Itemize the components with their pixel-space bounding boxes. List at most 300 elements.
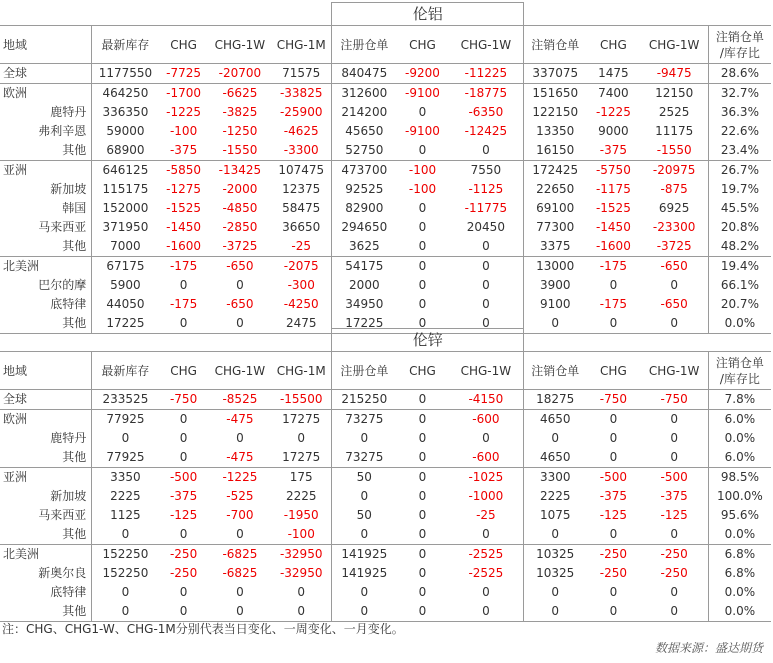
value-cell: -1250 xyxy=(222,124,258,138)
value-cell: -250 xyxy=(169,566,198,580)
value-cell: 0 xyxy=(418,431,427,445)
table-row xyxy=(0,257,771,277)
value-cell: 16150 xyxy=(524,141,587,161)
region-cell: 新奥尔良 xyxy=(38,566,87,580)
value-cell: -3825 xyxy=(222,105,258,119)
value-cell: -600 xyxy=(472,412,500,426)
value-cell: 172425 xyxy=(524,161,587,181)
value-cell: 2000 xyxy=(332,276,397,295)
value-cell: 3625 xyxy=(332,237,397,257)
value-cell: -100 xyxy=(271,525,332,545)
table-row xyxy=(0,295,771,314)
table-row xyxy=(0,410,771,430)
value-cell: 115175 xyxy=(92,180,159,199)
value-cell: 17225 xyxy=(332,314,397,334)
value-cell: -100 xyxy=(408,182,437,196)
table-row xyxy=(0,103,771,122)
table-row xyxy=(0,161,771,181)
value-cell: 0 xyxy=(482,297,490,311)
value-cell: -1525 xyxy=(166,201,202,215)
value-cell: -125 xyxy=(660,508,688,522)
region-cell: 其他 xyxy=(0,602,92,622)
value-cell: 0 xyxy=(209,314,272,334)
value-cell: 0 xyxy=(641,602,709,622)
value-cell: 0 xyxy=(418,508,427,522)
value-cell: 95.6% xyxy=(708,506,771,525)
value-cell: -1000 xyxy=(468,489,504,503)
value-cell: 0 xyxy=(159,314,209,334)
value-cell: 0 xyxy=(418,105,427,119)
value-cell: 0.0% xyxy=(708,314,771,334)
value-cell: -1225 xyxy=(166,105,202,119)
column-header: CHG-1W xyxy=(641,26,709,64)
value-cell: 0 xyxy=(482,278,490,292)
value-cell: -250 xyxy=(169,547,198,561)
value-cell: 13350 xyxy=(524,122,587,141)
title-spacer xyxy=(524,329,771,352)
value-cell: 20.8% xyxy=(708,218,771,237)
column-header: CHG xyxy=(159,352,209,390)
value-cell: 0 xyxy=(332,429,397,448)
region-cell: 亚洲 xyxy=(3,163,28,177)
value-cell: -6825 xyxy=(222,547,258,561)
value-cell: -750 xyxy=(641,390,709,410)
value-cell: 337075 xyxy=(524,64,587,84)
table-row xyxy=(0,564,771,583)
data-source: 数据来源：盛达期货 xyxy=(654,641,763,655)
region-cell: 韩国 xyxy=(62,201,87,215)
value-cell: 10325 xyxy=(524,564,587,583)
value-cell: 0 xyxy=(236,278,244,292)
table-row xyxy=(0,390,771,410)
value-cell: 0 xyxy=(524,583,587,602)
value-cell: 36.3% xyxy=(708,103,771,122)
header-ratio xyxy=(708,26,771,64)
value-cell: 0 xyxy=(396,602,448,622)
value-cell: 0 xyxy=(449,525,524,545)
value-cell: -500 xyxy=(599,470,628,484)
value-cell: 141925 xyxy=(332,545,397,565)
value-cell: -125 xyxy=(599,508,628,522)
value-cell: 73275 xyxy=(332,410,397,430)
value-cell: 0 xyxy=(586,525,640,545)
value-cell: 6925 xyxy=(658,201,690,215)
value-cell: 5900 xyxy=(92,276,159,295)
value-cell: -7725 xyxy=(159,64,209,84)
value-cell: 0 xyxy=(641,448,709,468)
value-cell: -1225 xyxy=(595,105,631,119)
value-cell: 0 xyxy=(418,470,427,484)
value-cell: -475 xyxy=(226,412,254,426)
value-cell: 233525 xyxy=(92,390,159,410)
value-cell: -5750 xyxy=(595,163,631,177)
region-cell: 马来西亚 xyxy=(38,220,87,234)
column-header: 注册仓单 xyxy=(332,352,397,390)
value-cell: 141925 xyxy=(332,564,397,583)
value-cell: -750 xyxy=(159,390,209,410)
value-cell: 0 xyxy=(482,585,490,599)
value-cell: 0 xyxy=(482,431,490,445)
value-cell: 0 xyxy=(586,314,640,334)
value-cell: 0 xyxy=(418,412,427,426)
value-cell: 0.0% xyxy=(708,429,771,448)
value-cell: 4650 xyxy=(524,448,587,468)
value-cell: -175 xyxy=(599,259,628,273)
value-cell: 0 xyxy=(92,525,159,545)
value-cell: 312600 xyxy=(332,84,397,104)
value-cell: 0 xyxy=(418,201,427,215)
region-cell: 欧洲 xyxy=(3,412,28,426)
value-cell: -25 xyxy=(476,508,496,522)
value-cell: 0 xyxy=(396,141,448,161)
column-header: 最新库存 xyxy=(92,352,159,390)
value-cell: 73275 xyxy=(332,448,397,468)
value-cell: -375 xyxy=(599,489,628,503)
value-cell: -175 xyxy=(169,297,198,311)
value-cell: 0.0% xyxy=(708,602,771,622)
column-header: CHG xyxy=(396,26,448,64)
value-cell: -1525 xyxy=(595,201,631,215)
value-cell: 66.1% xyxy=(708,276,771,295)
value-cell: 0 xyxy=(159,448,209,468)
value-cell: -375 xyxy=(586,141,640,161)
value-cell: 50 xyxy=(332,506,397,525)
value-cell: 0 xyxy=(396,237,448,257)
value-cell: 82900 xyxy=(332,199,397,218)
value-cell: -1450 xyxy=(166,220,202,234)
value-cell: 71575 xyxy=(271,64,332,84)
value-cell: 4650 xyxy=(524,410,587,430)
value-cell: -6825 xyxy=(222,566,258,580)
column-header: CHG-1M xyxy=(271,352,332,390)
value-cell: 17275 xyxy=(271,448,332,468)
value-cell: 0 xyxy=(449,314,524,334)
table-row xyxy=(0,525,771,545)
value-cell: 0 xyxy=(179,585,188,599)
value-cell: 840475 xyxy=(332,64,397,84)
value-cell: 0 xyxy=(297,585,306,599)
value-cell: -2075 xyxy=(283,259,319,273)
value-cell: 0 xyxy=(418,220,427,234)
region-cell: 其他 xyxy=(0,314,92,334)
value-cell: 59000 xyxy=(92,122,159,141)
value-cell: -250 xyxy=(660,566,688,580)
value-cell: 0 xyxy=(524,602,587,622)
title-spacer xyxy=(524,3,771,26)
value-cell: -1550 xyxy=(209,141,272,161)
value-cell: 0.0% xyxy=(708,583,771,602)
value-cell: 36650 xyxy=(282,220,321,234)
value-cell: 0 xyxy=(641,314,709,334)
value-cell: 0 xyxy=(524,429,587,448)
value-cell: -20975 xyxy=(652,163,696,177)
column-header: CHG xyxy=(396,352,448,390)
value-cell: 0 xyxy=(418,278,427,292)
value-cell: -4625 xyxy=(283,124,319,138)
column-header: CHG-1W xyxy=(209,26,272,64)
value-cell: -3725 xyxy=(641,237,709,257)
column-header: 注销仓单 xyxy=(524,352,587,390)
lme-aluminum-table xyxy=(0,2,771,334)
value-cell: 371950 xyxy=(92,218,159,237)
header-ratio-line2: /库存比 xyxy=(719,371,760,386)
value-cell: -11225 xyxy=(449,64,524,84)
value-cell: 0 xyxy=(670,412,678,426)
column-header: CHG xyxy=(586,352,640,390)
value-cell: 67175 xyxy=(92,257,159,277)
value-cell: -8525 xyxy=(209,390,272,410)
footnote: 注：CHG、CHG1-W、CHG-1M分别代表当日变化、一周变化、一月变化。 xyxy=(2,622,404,636)
value-cell: 22650 xyxy=(524,180,587,199)
value-cell: 0 xyxy=(271,602,332,622)
region-cell: 亚洲 xyxy=(3,470,28,484)
value-cell: 0 xyxy=(179,431,188,445)
region-cell: 其他 xyxy=(0,525,92,545)
value-cell: 0 xyxy=(670,585,678,599)
value-cell: 98.5% xyxy=(708,468,771,488)
value-cell: -1550 xyxy=(641,141,709,161)
value-cell: 3300 xyxy=(524,468,587,488)
region-cell: 马来西亚 xyxy=(38,508,87,522)
value-cell: 6.0% xyxy=(708,410,771,430)
region-cell: 鹿特丹 xyxy=(50,105,87,119)
value-cell: 107475 xyxy=(278,163,325,177)
value-cell: 0 xyxy=(179,412,188,426)
header-ratio-line1: 注销仓单 xyxy=(715,355,764,370)
value-cell: -250 xyxy=(660,547,688,561)
value-cell: -2525 xyxy=(468,547,504,561)
value-cell: -250 xyxy=(599,547,628,561)
value-cell: 12375 xyxy=(282,182,321,196)
value-cell: -600 xyxy=(449,448,524,468)
value-cell: 50 xyxy=(332,468,397,488)
value-cell: 58475 xyxy=(282,201,321,215)
column-header: CHG-1W xyxy=(209,352,272,390)
value-cell: -23300 xyxy=(652,220,696,234)
value-cell: 0 xyxy=(332,602,397,622)
table-row xyxy=(0,218,771,237)
column-header: CHG xyxy=(586,26,640,64)
value-cell: 152000 xyxy=(92,199,159,218)
value-cell: 0 xyxy=(670,431,678,445)
value-cell: -2000 xyxy=(222,182,258,196)
value-cell: 0 xyxy=(524,314,587,334)
value-cell: 0 xyxy=(159,602,209,622)
value-cell: -4250 xyxy=(283,297,319,311)
value-cell: -700 xyxy=(226,508,254,522)
value-cell: 45650 xyxy=(332,122,397,141)
value-cell: 1475 xyxy=(586,64,640,84)
value-cell: 3900 xyxy=(524,276,587,295)
value-cell: -3725 xyxy=(209,237,272,257)
value-cell: 7.8% xyxy=(708,390,771,410)
value-cell: -18775 xyxy=(464,86,508,100)
value-cell: -5850 xyxy=(166,163,202,177)
value-cell: -32950 xyxy=(279,566,323,580)
value-cell: 1125 xyxy=(92,506,159,525)
region-cell: 全球 xyxy=(0,390,92,410)
value-cell: -20700 xyxy=(209,64,272,84)
value-cell: 0 xyxy=(209,602,272,622)
value-cell: -175 xyxy=(599,297,628,311)
value-cell: 0 xyxy=(92,429,159,448)
value-cell: -1275 xyxy=(166,182,202,196)
value-cell: -25 xyxy=(271,237,332,257)
value-cell: 0 xyxy=(92,602,159,622)
value-cell: 22.6% xyxy=(708,122,771,141)
value-cell: 28.6% xyxy=(708,64,771,84)
value-cell: 0 xyxy=(586,602,640,622)
value-cell: 214200 xyxy=(332,103,397,122)
table-row xyxy=(0,602,771,622)
value-cell: -2525 xyxy=(468,566,504,580)
value-cell: 2475 xyxy=(271,314,332,334)
value-cell: -375 xyxy=(169,489,198,503)
value-cell: 3350 xyxy=(92,468,159,488)
region-cell: 弗利辛恩 xyxy=(38,124,87,138)
value-cell: 6.8% xyxy=(708,564,771,583)
value-cell: 9100 xyxy=(524,295,587,314)
value-cell: 0 xyxy=(449,602,524,622)
value-cell: 152250 xyxy=(92,545,159,565)
table-row xyxy=(0,506,771,525)
value-cell: 2525 xyxy=(658,105,690,119)
column-header: 地域 xyxy=(0,26,92,64)
column-header: 注册仓单 xyxy=(332,26,397,64)
value-cell: -25900 xyxy=(279,105,323,119)
region-cell: 欧洲 xyxy=(3,86,28,100)
region-cell: 其他 xyxy=(0,141,92,161)
table-row xyxy=(0,276,771,295)
region-cell: 鹿特丹 xyxy=(50,431,87,445)
value-cell: 12150 xyxy=(655,86,694,100)
value-cell: 0 xyxy=(396,448,448,468)
value-cell: 0.0% xyxy=(708,525,771,545)
value-cell: 0 xyxy=(609,431,618,445)
value-cell: 294650 xyxy=(332,218,397,237)
value-cell: 0 xyxy=(332,583,397,602)
value-cell: -1950 xyxy=(283,508,319,522)
header-ratio-line2: /库存比 xyxy=(719,45,760,60)
value-cell: 6.0% xyxy=(708,448,771,468)
value-cell: -12425 xyxy=(464,124,508,138)
value-cell: -6625 xyxy=(222,86,258,100)
value-cell: 0 xyxy=(297,431,306,445)
value-cell: -650 xyxy=(660,259,688,273)
value-cell: -9100 xyxy=(405,86,440,100)
table-row xyxy=(0,487,771,506)
region-cell: 北美洲 xyxy=(3,259,40,273)
value-cell: -11775 xyxy=(464,201,508,215)
value-cell: -300 xyxy=(287,278,315,292)
value-cell: 17225 xyxy=(92,314,159,334)
value-cell: 152250 xyxy=(92,564,159,583)
value-cell: -1175 xyxy=(595,182,631,196)
value-cell: 0 xyxy=(236,585,244,599)
title-spacer xyxy=(0,3,332,26)
value-cell: 0 xyxy=(209,525,272,545)
column-header: CHG-1M xyxy=(271,26,332,64)
value-cell: 151650 xyxy=(524,84,587,104)
value-cell: 44050 xyxy=(92,295,159,314)
value-cell: 0 xyxy=(449,141,524,161)
header-ratio-line1: 注销仓单 xyxy=(715,29,764,44)
table-row xyxy=(0,141,771,161)
value-cell: 52750 xyxy=(332,141,397,161)
value-cell: 2225 xyxy=(524,487,587,506)
value-cell: 13000 xyxy=(524,257,587,277)
column-header: CHG-1W xyxy=(449,26,524,64)
value-cell: 68900 xyxy=(92,141,159,161)
table-row xyxy=(0,468,771,488)
value-cell: 77925 xyxy=(92,410,159,430)
region-cell: 新加坡 xyxy=(50,489,87,503)
value-cell: 45.5% xyxy=(708,199,771,218)
column-header: 注销仓单 xyxy=(524,26,587,64)
value-cell: -4850 xyxy=(222,201,258,215)
value-cell: -525 xyxy=(226,489,254,503)
value-cell: -175 xyxy=(169,259,198,273)
value-cell: 0 xyxy=(159,525,209,545)
value-cell: -750 xyxy=(586,390,640,410)
value-cell: 0 xyxy=(396,390,448,410)
table-row xyxy=(0,429,771,448)
value-cell: 20.7% xyxy=(708,295,771,314)
value-cell: 10325 xyxy=(524,545,587,565)
value-cell: 54175 xyxy=(332,257,397,277)
value-cell: 9000 xyxy=(598,124,629,138)
value-cell: -3300 xyxy=(271,141,332,161)
header-ratio xyxy=(708,352,771,390)
region-cell: 全球 xyxy=(0,64,92,84)
value-cell: 0 xyxy=(418,297,427,311)
value-cell: 0 xyxy=(236,431,244,445)
lme-zinc-table xyxy=(0,328,771,622)
region-cell: 其他 xyxy=(0,448,92,468)
value-cell: 175 xyxy=(289,470,313,484)
value-cell: -6350 xyxy=(468,105,504,119)
value-cell: -650 xyxy=(660,297,688,311)
value-cell: 23.4% xyxy=(708,141,771,161)
value-cell: 0 xyxy=(449,237,524,257)
value-cell: -375 xyxy=(660,489,688,503)
value-cell: 6.8% xyxy=(708,545,771,565)
value-cell: 1075 xyxy=(524,506,587,525)
value-cell: 0 xyxy=(670,278,678,292)
value-cell: 100.0% xyxy=(708,487,771,506)
value-cell: 0 xyxy=(418,585,427,599)
value-cell: 1177550 xyxy=(92,64,159,84)
value-cell: 0 xyxy=(609,412,618,426)
table-row xyxy=(0,199,771,218)
value-cell: 34950 xyxy=(332,295,397,314)
value-cell: 0 xyxy=(418,566,427,580)
value-cell: 92525 xyxy=(332,180,397,199)
value-cell: -1025 xyxy=(468,470,504,484)
table-row xyxy=(0,583,771,602)
value-cell: 0 xyxy=(396,314,448,334)
value-cell: -32950 xyxy=(279,547,323,561)
value-cell: -1600 xyxy=(159,237,209,257)
value-cell: -125 xyxy=(169,508,198,522)
value-cell: 473700 xyxy=(332,161,397,181)
value-cell: 11175 xyxy=(655,124,694,138)
value-cell: 7400 xyxy=(598,86,629,100)
region-cell: 底特律 xyxy=(50,297,87,311)
value-cell: 32.7% xyxy=(708,84,771,104)
value-cell: 0 xyxy=(641,525,709,545)
value-cell: 3375 xyxy=(524,237,587,257)
